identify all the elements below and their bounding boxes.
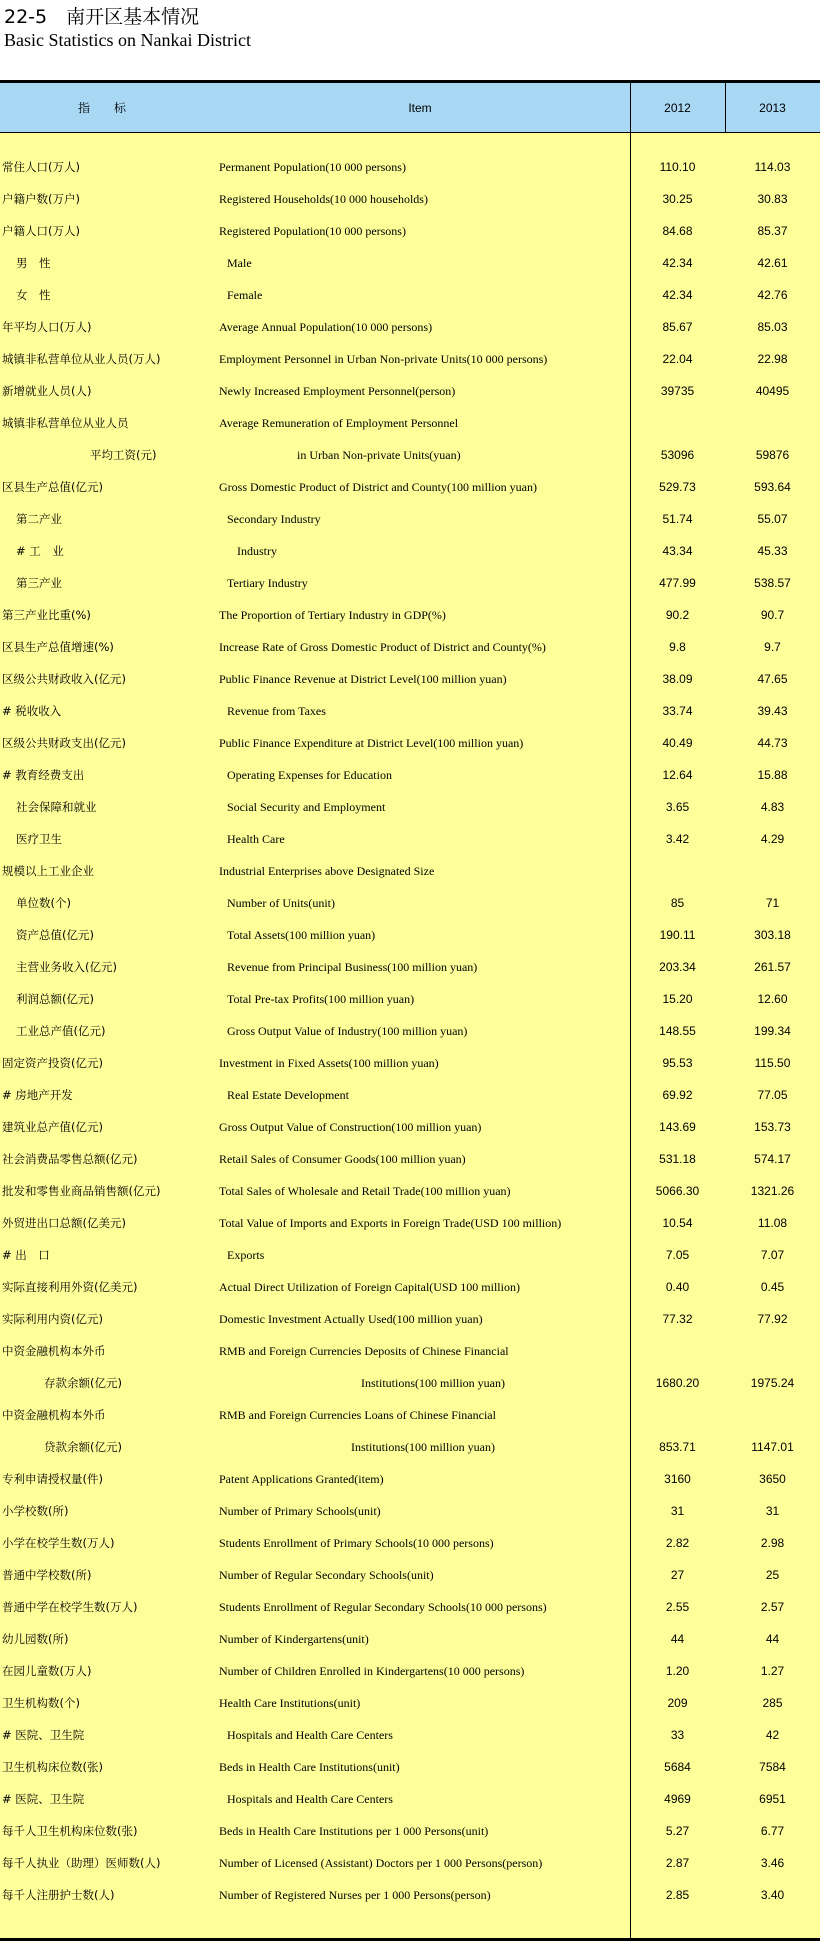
value-2012-cell: 95.53 <box>662 1056 693 1070</box>
value-2013-cell: 85.03 <box>757 320 788 334</box>
item-en-cell: Tertiary Industry <box>227 576 308 590</box>
indicator-cn-cell: 外贸进出口总额(亿美元) <box>2 1216 126 1230</box>
indicator-cn-cell: 第二产业 <box>16 512 62 526</box>
value-2013-cell: 3.46 <box>760 1856 785 1870</box>
item-en-cell: Number of Registered Nurses per 1 000 Persons(person) <box>219 1888 491 1902</box>
indicator-cn-cell: 女 性 <box>16 288 51 302</box>
item-en-cell: Number of Children Enrolled in Kindergartens(10 000 persons) <box>219 1664 525 1678</box>
table-row <box>0 343 820 375</box>
value-2013-cell: 77.05 <box>757 1088 788 1102</box>
table-row <box>0 1207 820 1239</box>
value-2012-cell: 3160 <box>664 1472 691 1486</box>
header-2012: 2012 <box>664 101 691 115</box>
value-2012-cell: 7.05 <box>665 1248 690 1262</box>
value-2012-cell: 42.34 <box>662 256 693 270</box>
value-2012-cell: 51.74 <box>662 512 693 526</box>
value-2012-cell: 38.09 <box>662 672 693 686</box>
table-row <box>0 247 820 279</box>
value-2012-cell: 5.27 <box>665 1824 690 1838</box>
table-row <box>0 1399 820 1431</box>
table-row <box>0 1463 820 1495</box>
value-2013-cell: 15.88 <box>757 768 788 782</box>
item-en-cell: Hospitals and Health Care Centers <box>227 1728 393 1742</box>
table-row <box>0 1623 820 1655</box>
table-row <box>0 183 820 215</box>
value-2012-cell: 10.54 <box>662 1216 693 1230</box>
indicator-cn-cell: 第三产业比重(%) <box>2 608 91 622</box>
value-2012-cell: 22.04 <box>662 352 693 366</box>
value-2013-cell: 115.50 <box>754 1056 791 1070</box>
table-row <box>0 151 820 183</box>
indicator-cn-cell: 新增就业人员(人) <box>2 384 92 398</box>
value-2012-cell: 5066.30 <box>655 1184 700 1198</box>
value-2013-cell: 71 <box>765 896 780 910</box>
value-2013-cell: 153.73 <box>754 1120 791 1134</box>
table-row <box>0 1239 820 1271</box>
indicator-cn-cell: 区县生产总值(亿元) <box>2 480 103 494</box>
column-divider-2013 <box>725 80 726 133</box>
value-2013-cell: 7584 <box>759 1760 786 1774</box>
value-2012-cell: 2.87 <box>665 1856 690 1870</box>
item-en-cell: The Proportion of Tertiary Industry in GDP(%) <box>219 608 446 622</box>
indicator-cn-cell: 利润总额(亿元) <box>16 992 94 1006</box>
item-en-cell: Beds in Health Care Institutions per 1 000 Persons(unit) <box>219 1824 489 1838</box>
value-2012-cell: 2.55 <box>665 1600 690 1614</box>
indicator-cn-cell: 批发和零售业商品销售额(亿元) <box>2 1184 161 1198</box>
value-2013-cell: 2.57 <box>760 1600 785 1614</box>
value-2012-cell: 203.34 <box>659 960 696 974</box>
item-en-cell: Registered Population(10 000 persons) <box>219 224 406 238</box>
value-2013-cell: 77.92 <box>757 1312 788 1326</box>
item-en-cell: Average Remuneration of Employment Personnel <box>219 416 459 430</box>
item-en-cell: Investment in Fixed Assets(100 million yuan) <box>219 1056 439 1070</box>
header-2013: 2013 <box>759 101 786 115</box>
value-2013-cell: 25 <box>765 1568 780 1582</box>
table-row <box>0 311 820 343</box>
indicator-cn-cell: 男 性 <box>16 256 51 270</box>
item-en-cell: Industry <box>237 544 277 558</box>
table-row <box>0 919 820 951</box>
item-en-cell: Hospitals and Health Care Centers <box>227 1792 393 1806</box>
indicator-cn-cell: 普通中学校数(所) <box>2 1568 92 1582</box>
item-en-cell: Gross Domestic Product of District and County(100 million yuan) <box>219 480 537 494</box>
value-2013-cell: 6.77 <box>760 1824 785 1838</box>
indicator-cn-cell: 资产总值(亿元) <box>16 928 94 942</box>
value-2012-cell: 27 <box>670 1568 685 1582</box>
table-row <box>0 983 820 1015</box>
item-en-cell: Operating Expenses for Education <box>227 768 392 782</box>
indicator-cn-cell: 社会保障和就业 <box>16 800 97 814</box>
table-row <box>0 535 820 567</box>
value-2012-cell: 84.68 <box>662 224 693 238</box>
value-2012-cell: 43.34 <box>662 544 693 558</box>
indicator-cn-cell: 实际利用内资(亿元) <box>2 1312 103 1326</box>
indicator-cn-cell: 卫生机构床位数(张) <box>2 1760 103 1774</box>
table-row <box>0 1527 820 1559</box>
table-row <box>0 567 820 599</box>
table-body <box>0 133 820 1938</box>
indicator-cn-cell: 户籍户数(万户) <box>2 192 80 206</box>
value-2012-cell: 33 <box>670 1728 685 1742</box>
indicator-cn-cell: 第三产业 <box>16 576 62 590</box>
table-row <box>0 823 820 855</box>
header-indicator: 指 标 <box>77 101 132 115</box>
value-2013-cell: 285 <box>762 1696 783 1710</box>
value-2012-cell: 30.25 <box>662 192 693 206</box>
item-en-cell: Male <box>227 256 252 270</box>
value-2012-cell: 85 <box>670 896 685 910</box>
indicator-cn-cell: 卫生机构数(个) <box>2 1696 80 1710</box>
item-en-cell: in Urban Non-private Units(yuan) <box>297 448 461 462</box>
table-row <box>0 1143 820 1175</box>
indicator-cn-cell: 幼儿园数(所) <box>2 1632 69 1646</box>
value-2013-cell: 303.18 <box>754 928 791 942</box>
indicator-cn-cell: 平均工资(元) <box>90 448 157 462</box>
value-2013-cell: 1.27 <box>760 1664 785 1678</box>
value-2012-cell: 3.42 <box>665 832 690 846</box>
table-row <box>0 1303 820 1335</box>
value-2013-cell: 7.07 <box>760 1248 785 1262</box>
column-divider-2012 <box>630 80 631 1938</box>
item-en-cell: Employment Personnel in Urban Non-private Units(10 000 persons) <box>219 352 548 366</box>
table-row <box>0 503 820 535</box>
indicator-cn-cell: 每千人卫生机构床位数(张) <box>2 1824 138 1838</box>
value-2012-cell: 77.32 <box>662 1312 693 1326</box>
value-2012-cell: 2.85 <box>665 1888 690 1902</box>
indicator-cn-cell: 中资金融机构本外币 <box>2 1408 106 1422</box>
item-en-cell: Health Care <box>227 832 285 846</box>
item-en-cell: Female <box>227 288 263 302</box>
item-en-cell: Number of Primary Schools(unit) <box>219 1504 381 1518</box>
value-2013-cell: 22.98 <box>757 352 788 366</box>
item-en-cell: Gross Output Value of Industry(100 million yuan) <box>227 1024 468 1038</box>
item-en-cell: Institutions(100 million yuan) <box>361 1376 505 1390</box>
indicator-cn-cell: 规模以上工业企业 <box>2 864 94 878</box>
table-row <box>0 1495 820 1527</box>
indicator-cn-cell: 贷款余额(亿元) <box>44 1440 122 1454</box>
value-2012-cell: 1680.20 <box>655 1376 700 1390</box>
value-2013-cell: 593.64 <box>754 480 791 494</box>
item-en-cell: Social Security and Employment <box>227 800 386 814</box>
value-2012-cell: 33.74 <box>662 704 693 718</box>
value-2013-cell: 42.61 <box>757 256 788 270</box>
table-row <box>0 1751 820 1783</box>
item-en-cell: Real Estate Development <box>227 1088 349 1102</box>
item-en-cell: Number of Units(unit) <box>227 896 335 910</box>
indicator-cn-cell: 每千人执业（助理）医师数(人) <box>2 1856 161 1870</box>
item-en-cell: Institutions(100 million yuan) <box>351 1440 495 1454</box>
value-2013-cell: 55.07 <box>757 512 788 526</box>
table-row <box>0 1175 820 1207</box>
table-row <box>0 695 820 727</box>
indicator-cn-cell: 年平均人口(万人) <box>2 320 92 334</box>
table-row <box>0 791 820 823</box>
value-2012-cell: 148.55 <box>659 1024 696 1038</box>
indicator-cn-cell: 主营业务收入(亿元) <box>16 960 117 974</box>
item-en-cell: Patent Applications Granted(item) <box>219 1472 384 1486</box>
value-2013-cell: 44 <box>765 1632 780 1646</box>
table-row <box>0 215 820 247</box>
table-row <box>0 471 820 503</box>
item-en-cell: Revenue from Taxes <box>227 704 326 718</box>
indicator-cn-cell: 中资金融机构本外币 <box>2 1344 106 1358</box>
value-2012-cell: 143.69 <box>659 1120 696 1134</box>
value-2012-cell: 190.11 <box>659 928 696 942</box>
item-en-cell: Health Care Institutions(unit) <box>219 1696 361 1710</box>
indicator-cn-cell: 专利申请授权量(件) <box>2 1472 103 1486</box>
value-2013-cell: 11.08 <box>757 1216 788 1230</box>
item-en-cell: Gross Output Value of Construction(100 million yuan) <box>219 1120 482 1134</box>
value-2012-cell: 31 <box>670 1504 685 1518</box>
value-2013-cell: 85.37 <box>757 224 788 238</box>
value-2013-cell: 538.57 <box>754 576 791 590</box>
value-2013-cell: 1975.24 <box>750 1376 795 1390</box>
value-2013-cell: 90.7 <box>760 608 785 622</box>
item-en-cell: Students Enrollment of Primary Schools(10 000 persons) <box>219 1536 494 1550</box>
value-2012-cell: 15.20 <box>662 992 693 1006</box>
item-en-cell: Public Finance Expenditure at District Level(100 million yuan) <box>219 736 524 750</box>
indicator-cn-cell: 医疗卫生 <box>16 832 62 846</box>
table-row <box>0 1335 820 1367</box>
value-2013-cell: 1147.01 <box>751 1440 794 1454</box>
item-en-cell: Permanent Population(10 000 persons) <box>219 160 406 174</box>
header-item: Item <box>408 101 432 115</box>
indicator-cn-cell: 户籍人口(万人) <box>2 224 80 238</box>
table-row <box>0 887 820 919</box>
value-2013-cell: 199.34 <box>754 1024 791 1038</box>
table-header <box>0 80 820 133</box>
indicator-cn-cell: 在园儿童数(万人) <box>2 1664 92 1678</box>
indicator-cn-cell: 区级公共财政收入(亿元) <box>2 672 126 686</box>
indicator-cn-cell: # 税收收入 <box>2 704 62 718</box>
item-en-cell: Number of Licensed (Assistant) Doctors per 1 000 Persons(person) <box>219 1856 543 1870</box>
table-row <box>0 1719 820 1751</box>
value-2012-cell: 9.8 <box>669 640 686 654</box>
table-row <box>0 1559 820 1591</box>
indicator-cn-cell: # 房地产开发 <box>2 1088 73 1102</box>
value-2013-cell: 1321.26 <box>750 1184 795 1198</box>
indicator-cn-cell: # 工 业 <box>16 544 64 558</box>
item-en-cell: Domestic Investment Actually Used(100 million yuan) <box>219 1312 483 1326</box>
value-2012-cell: 12.64 <box>662 768 693 782</box>
indicator-cn-cell: 社会消费品零售总额(亿元) <box>2 1152 138 1166</box>
value-2012-cell: 5684 <box>664 1760 691 1774</box>
value-2012-cell: 531.18 <box>659 1152 696 1166</box>
value-2013-cell: 42.76 <box>757 288 788 302</box>
item-en-cell: Total Sales of Wholesale and Retail Trade(100 million yuan) <box>219 1184 511 1198</box>
value-2013-cell: 2.98 <box>760 1536 785 1550</box>
table-bottom-rule <box>0 1938 820 1941</box>
indicator-cn-cell: # 出 口 <box>2 1248 50 1262</box>
value-2013-cell: 261.57 <box>754 960 791 974</box>
statistics-table <box>0 80 820 1942</box>
indicator-cn-cell: # 医院、卫生院 <box>2 1792 85 1806</box>
page-title-en: Basic Statistics on Nankai District <box>4 30 251 50</box>
indicator-cn-cell: 区级公共财政支出(亿元) <box>2 736 126 750</box>
table-row <box>0 727 820 759</box>
value-2013-cell: 6951 <box>759 1792 786 1806</box>
value-2012-cell: 40.49 <box>662 736 693 750</box>
value-2013-cell: 42 <box>765 1728 780 1742</box>
item-en-cell: Number of Kindergartens(unit) <box>219 1632 369 1646</box>
indicator-cn-cell: 实际直接利用外资(亿美元) <box>2 1280 138 1294</box>
value-2012-cell: 0.40 <box>665 1280 690 1294</box>
item-en-cell: Number of Regular Secondary Schools(unit) <box>219 1568 434 1582</box>
table-row <box>0 855 820 887</box>
value-2012-cell: 2.82 <box>665 1536 690 1550</box>
table-row <box>0 951 820 983</box>
table-row <box>0 1591 820 1623</box>
value-2013-cell: 0.45 <box>760 1280 785 1294</box>
value-2012-cell: 85.67 <box>662 320 693 334</box>
indicator-cn-cell: 建筑业总产值(亿元) <box>2 1120 103 1134</box>
item-en-cell: Industrial Enterprises above Designated Size <box>219 864 435 878</box>
table-row <box>0 1271 820 1303</box>
value-2013-cell: 44.73 <box>757 736 788 750</box>
indicator-cn-cell: 常住人口(万人) <box>2 160 80 174</box>
value-2013-cell: 3650 <box>759 1472 786 1486</box>
table-row <box>0 1655 820 1687</box>
item-en-cell: Retail Sales of Consumer Goods(100 million yuan) <box>219 1152 466 1166</box>
item-en-cell: Actual Direct Utilization of Foreign Capital(USD 100 million) <box>219 1280 520 1294</box>
table-row <box>0 1879 820 1911</box>
item-en-cell: Exports <box>227 1248 265 1262</box>
table-row <box>0 439 820 471</box>
item-en-cell: Total Assets(100 million yuan) <box>227 928 376 942</box>
value-2012-cell: 42.34 <box>662 288 693 302</box>
item-en-cell: Registered Households(10 000 households) <box>219 192 428 206</box>
value-2012-cell: 53096 <box>660 448 695 462</box>
item-en-cell: Public Finance Revenue at District Level(100 million yuan) <box>219 672 507 686</box>
value-2012-cell: 529.73 <box>659 480 696 494</box>
value-2012-cell: 853.71 <box>659 1440 696 1454</box>
value-2013-cell: 47.65 <box>757 672 788 686</box>
indicator-cn-cell: 小学在校学生数(万人) <box>2 1536 115 1550</box>
value-2012-cell: 110.10 <box>659 160 696 174</box>
indicator-cn-cell: 城镇非私营单位从业人员 <box>2 416 129 430</box>
indicator-cn-cell: 固定资产投资(亿元) <box>2 1056 103 1070</box>
value-2012-cell: 39735 <box>660 384 695 398</box>
value-2013-cell: 40495 <box>755 384 790 398</box>
table-row <box>0 1047 820 1079</box>
indicator-cn-cell: 单位数(个) <box>16 896 71 910</box>
table-row <box>0 1783 820 1815</box>
page-title-cn: 22-5 南开区基本情况 <box>4 6 200 28</box>
value-2012-cell: 209 <box>667 1696 688 1710</box>
indicator-cn-cell: 小学校数(所) <box>2 1504 69 1518</box>
table-row <box>0 1431 820 1463</box>
item-en-cell: Increase Rate of Gross Domestic Product of District and County(%) <box>219 640 546 654</box>
item-en-cell: Average Annual Population(10 000 persons) <box>219 320 433 334</box>
item-en-cell: Students Enrollment of Regular Secondary Schools(10 000 persons) <box>219 1600 547 1614</box>
indicator-cn-cell: # 医院、卫生院 <box>2 1728 85 1742</box>
value-2012-cell: 44 <box>670 1632 685 1646</box>
value-2013-cell: 9.7 <box>764 640 781 654</box>
table-row <box>0 1367 820 1399</box>
indicator-cn-cell: # 教育经费支出 <box>2 768 85 782</box>
value-2013-cell: 574.17 <box>754 1152 791 1166</box>
item-en-cell: Revenue from Principal Business(100 million yuan) <box>227 960 478 974</box>
table-row <box>0 1847 820 1879</box>
table-row <box>0 1687 820 1719</box>
value-2013-cell: 12.60 <box>757 992 788 1006</box>
value-2013-cell: 114.03 <box>754 160 791 174</box>
item-en-cell: Secondary Industry <box>227 512 321 526</box>
table-row <box>0 1111 820 1143</box>
value-2012-cell: 3.65 <box>665 800 690 814</box>
item-en-cell: RMB and Foreign Currencies Loans of Chinese Financial <box>219 1408 496 1422</box>
table-row <box>0 759 820 791</box>
indicator-cn-cell: 区县生产总值增速(%) <box>2 640 114 654</box>
value-2012-cell: 90.2 <box>665 608 690 622</box>
table-row <box>0 375 820 407</box>
item-en-cell: Total Pre-tax Profits(100 million yuan) <box>227 992 415 1006</box>
table-row <box>0 631 820 663</box>
item-en-cell: Newly Increased Employment Personnel(person) <box>219 384 456 398</box>
table-row <box>0 279 820 311</box>
value-2012-cell: 69.92 <box>662 1088 693 1102</box>
value-2013-cell: 3.40 <box>760 1888 785 1902</box>
value-2013-cell: 45.33 <box>757 544 788 558</box>
indicator-cn-cell: 城镇非私营单位从业人员(万人) <box>2 352 161 366</box>
value-2012-cell: 4969 <box>664 1792 691 1806</box>
value-2013-cell: 30.83 <box>757 192 788 206</box>
indicator-cn-cell: 存款余额(亿元) <box>44 1376 122 1390</box>
table-row <box>0 407 820 439</box>
item-en-cell: RMB and Foreign Currencies Deposits of Chinese Financial <box>219 1344 509 1358</box>
table-row <box>0 663 820 695</box>
indicator-cn-cell: 每千人注册护士数(人) <box>2 1888 115 1902</box>
indicator-cn-cell: 普通中学在校学生数(万人) <box>2 1600 138 1614</box>
value-2012-cell: 1.20 <box>665 1664 690 1678</box>
value-2013-cell: 31 <box>765 1504 780 1518</box>
table-row <box>0 1015 820 1047</box>
table-row <box>0 1079 820 1111</box>
table-row <box>0 599 820 631</box>
indicator-cn-cell: 工业总产值(亿元) <box>16 1024 106 1038</box>
value-2013-cell: 4.29 <box>760 832 785 846</box>
item-en-cell: Beds in Health Care Institutions(unit) <box>219 1760 400 1774</box>
value-2012-cell: 477.99 <box>659 576 696 590</box>
table-row <box>0 1815 820 1847</box>
item-en-cell: Total Value of Imports and Exports in Foreign Trade(USD 100 million) <box>219 1216 562 1230</box>
value-2013-cell: 4.83 <box>760 800 785 814</box>
value-2013-cell: 59876 <box>755 448 790 462</box>
value-2013-cell: 39.43 <box>757 704 788 718</box>
